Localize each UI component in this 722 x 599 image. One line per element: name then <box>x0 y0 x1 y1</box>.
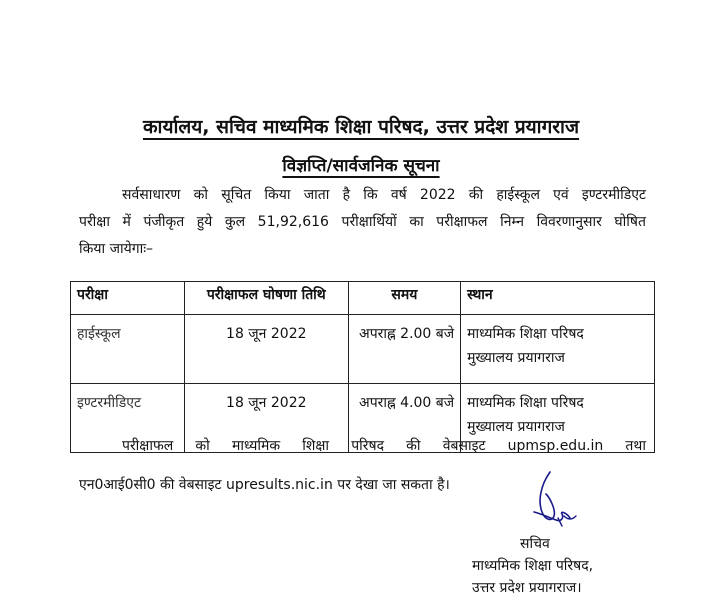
signatory-title: सचिव <box>520 536 550 552</box>
row-date: 18 जून 2022 <box>184 315 348 384</box>
website-paragraph-line-2: एन0आई0सी0 की वेबसाइट upresults.nic.in पर देखा जा सकता है। <box>79 477 450 493</box>
place-line-2: मुख्यालय प्रयागराज <box>467 419 565 435</box>
row-date: 18 जून 2022 <box>184 384 348 453</box>
signatory-org-line-1: माध्यमिक शिक्षा परिषद, <box>472 558 594 574</box>
place-line-2: मुख्यालय प्रयागराज <box>467 350 565 366</box>
table-row <box>71 315 655 384</box>
header-exam: परीक्षा <box>71 282 185 315</box>
row-time: अपराह्न 4.00 बजे <box>348 384 461 453</box>
row-exam-highschool: हाईस्कूल <box>71 315 185 384</box>
row-time: अपराह्न 2.00 बजे <box>348 315 461 384</box>
header-time: समय <box>348 282 461 315</box>
intro-paragraph-line-1: सर्वसाधारण को सूचित किया जाता है कि वर्ष 2022 की हाईस्कूल एवं इण्टरमीडिएट <box>122 187 646 203</box>
place-line-1: माध्यमिक शिक्षा परिषद <box>467 395 584 411</box>
intro-paragraph-line-2: परीक्षा में पंजीकृत हुये कुल 51,92,616 परीक्षार्थियों का परीक्षाफल निम्न विवरणानुसार घोषित <box>79 214 646 230</box>
office-title: कार्यालय, सचिव माध्यमिक शिक्षा परिषद, उत्तर प्रदेश प्रयागराज <box>142 116 580 138</box>
website-paragraph-line-1: परीक्षाफल को माध्यमिक शिक्षा परिषद की वेबसाइट upmsp.edu.in तथा <box>122 438 646 454</box>
signatory-org-line-2: उत्तर प्रदेश प्रयागराज। <box>472 580 582 596</box>
row-exam-intermediate: इण्टरमीडिएट <box>71 384 185 453</box>
row-place <box>461 315 655 384</box>
place-line-1: माध्यमिक शिक्षा परिषद <box>467 326 584 342</box>
notice-title: विज्ञप्ति/सार्वजनिक सूचना <box>282 156 440 176</box>
header-place: स्थान <box>461 282 655 315</box>
result-schedule-table <box>70 281 655 453</box>
handwritten-signature <box>528 468 588 530</box>
intro-paragraph-line-3: किया जायेगाः– <box>79 241 154 257</box>
header-date: परीक्षाफल घोषणा तिथि <box>184 282 348 315</box>
table-header-row <box>71 282 655 315</box>
